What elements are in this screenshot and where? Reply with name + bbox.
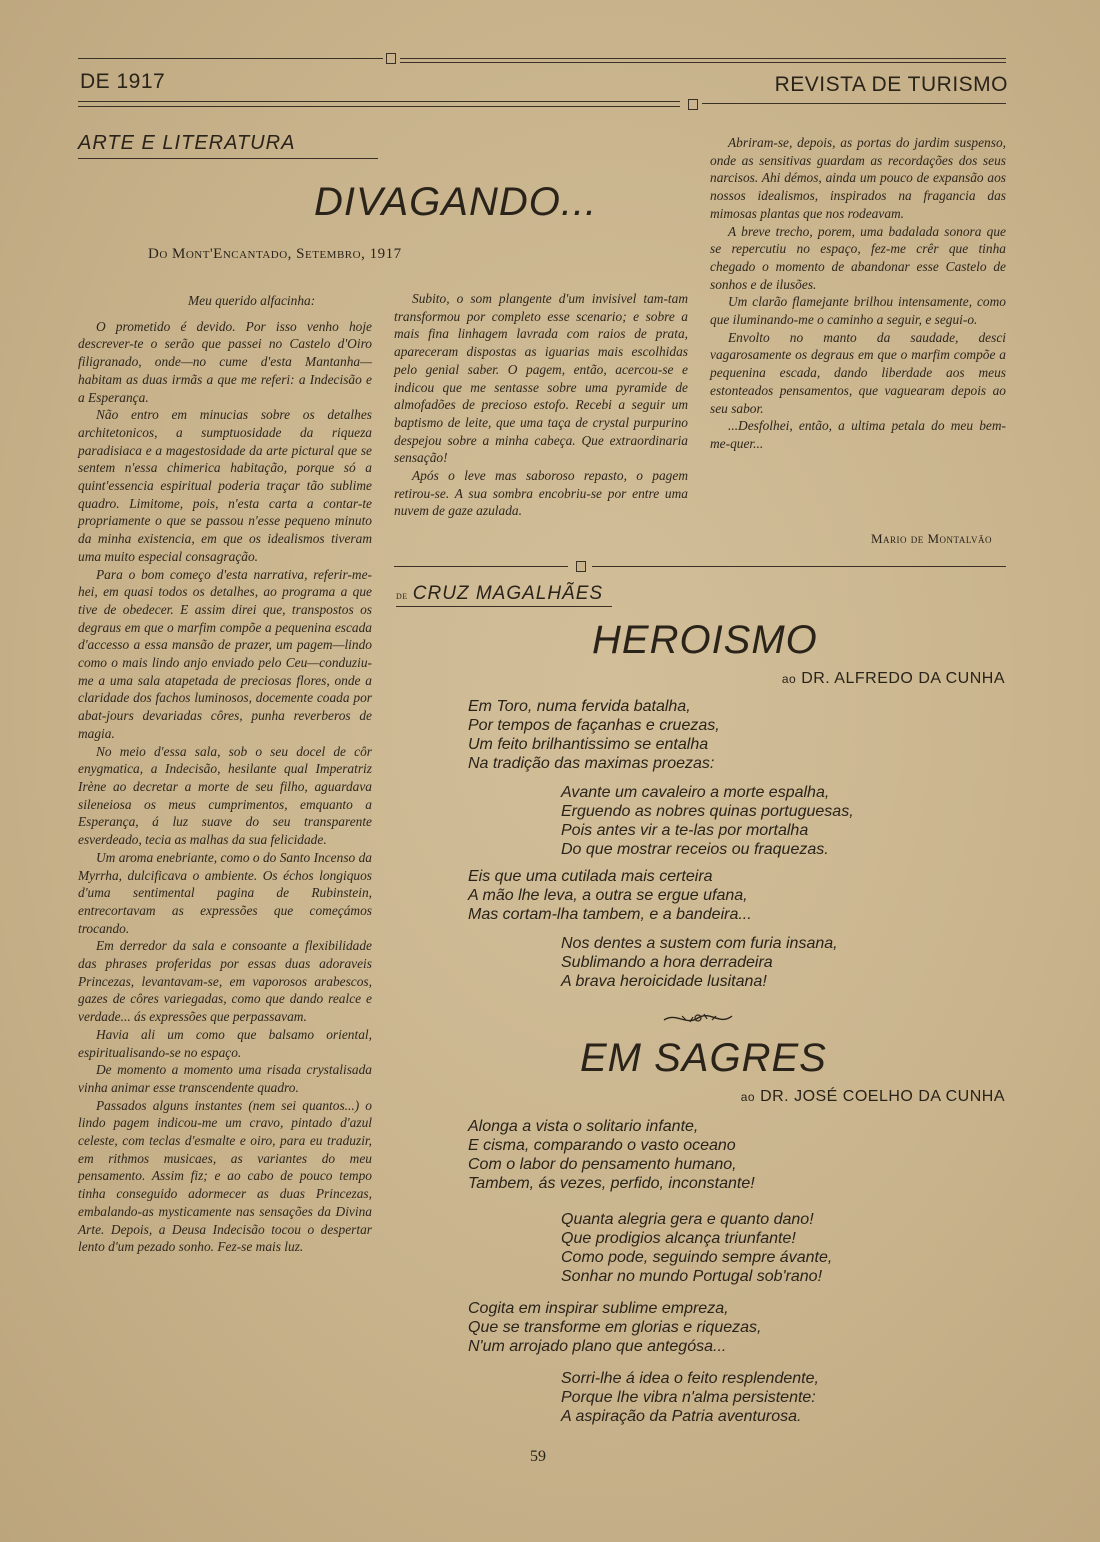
poem2-dedication: ao DR. JOSÉ COELHO DA CUNHA [740,1088,1005,1105]
verse-line: Tambem, ás vezes, perfido, inconstante! [468,1175,755,1192]
verse-line: Com o labor do pensamento humano, [468,1156,737,1173]
article-paragraph: A breve trecho, porem, uma badalada sonora que se repercutiu no espaço, fez-me crêr que tinha chegado o momento de abandonar esse Castelo de sonhos e de ilusões. [710,223,1006,292]
header-ornament-top [386,53,396,64]
verse-line: Alonga a vista o solitario infante, [468,1118,699,1135]
verse-line: Erguendo as nobres quinas portuguesas, [561,803,854,820]
article-title: DIVAGANDO... [314,180,598,224]
header-bottom-rule-left-2 [78,106,680,107]
header-bottom-rule-right [702,103,1006,104]
header-bottom-rule-left [78,101,680,102]
header-right: REVISTA DE TURISMO [774,73,1008,96]
verse-line: A aspiração da Patria aventurosa. [561,1408,802,1425]
poet-byline-rule [396,606,612,607]
verse-line: Mas cortam-lha tambem, e a bandeira... [468,906,752,923]
article-paragraph: Um clarão flamejante brilhou intensamente, como que iluminando-me o caminho a seguir, e segui-o. [710,294,1006,328]
verse-line: E cisma, comparando o vasto oceano [468,1137,736,1154]
poem1-stanza-4 [561,934,838,991]
poem1-stanza-1 [468,697,720,773]
poet-byline [396,583,603,605]
article-paragraph: O prometido é devido. Por isso venho hoje descrever-te o serão que passei no Castelo d'Oiro filigranado, onde—no cume d'esta Mantanha—habitam as duas irmãs a que me referi: a Indecisão e a Esperança. [78,318,372,405]
article-paragraph: Envolto no manto da saudade, desci vagarosamente os degraus em que o marfim compõe a pequenina escada, dando liberdade aos meus estonteados pensamentos, que vaguearam depois ao seu sabor. [710,329,1006,416]
article-dateline: Do Mont'Encantado, Setembro, 1917 [148,246,402,262]
poet-name: CRUZ MAGALHÃES [412,583,604,604]
verse-line: Que se transforme em glorias e riquezas, [468,1319,762,1336]
poem1-title: HEROISMO [592,618,818,662]
poem1-stanza-3 [468,867,752,924]
article-paragraph: Para o bom começo d'esta narrativa, referir-me-hei, em quasi todos os detalhes, ao programa a que tive de obedecer. E assim direi que, transpostos os degraus em que o marfim compõe a pequenina escada d'accesso a essa mansão de prazer, um pagem—lindo como o mais lindo anjo enviado pelo Ceu—conduziu-me a uma sala atapetada de preciosas flores, onde a claridade dos fachos luminosos, docemente coada por abat-jours devariadas côres, punha reverberos de magia. [78,566,372,741]
verse-line: Quanta alegria gera e quanto dano! [561,1211,814,1228]
poem1-dedication: ao DR. ALFREDO DA CUNHA [781,670,1005,687]
salutation: Meu querido alfacinha: [188,293,316,308]
verse-line: A mão lhe leva, a outra se ergue ufana, [468,887,748,904]
article-paragraph: Subito, o som plangente d'um invisivel tam-tam transformou por completo esse scenario; e sobre a mais fina linhagem lavrada com raios de prata, apareceram dispostas as iguarias mais escolhidas pelo genial saber. O pagem, então, acercou-se e indicou que me sentasse sobre uma pyramide de almofadões de precioso estofo. Recebi a seguir um baptismo de leite, que uma taça de crystal purpurino despejou sobre a minha cabeça. Que extraordinaria sensação! [394,291,688,466]
header-top-rule-left [78,58,383,59]
verse-line: Eis que uma cutilada mais certeira [468,868,713,885]
article-paragraph: Após o leve mas saboroso repasto, o pagem retirou-se. A sua sombra encobriu-se por entre uma nuvem de gaze azulada. [394,468,688,519]
verse-line: Sorri-lhe á idea o feito resplendente, [561,1370,819,1387]
article-paragraph: Havia ali um como que balsamo oriental, espiritualisando-se no espaço. [78,1026,372,1060]
article-paragraph: No meio d'essa sala, sob o seu docel de côr enygmatica, a Indecisão, hesilante qual Imperatriz Irène ao decretar a morte de seu filho, aguardava sileneiosa os meus cumprimentos, emquanto a Esperança, á luz suave do seu transparente esverdeado, tecia as malhas da sua felicidade. [78,743,372,848]
header-top-rule-right-2 [400,62,1006,63]
article-paragraph: ...Desfolhei, então, a ultima petala do meu bem-me-quer... [710,418,1006,451]
article-paragraph: Passados alguns instantes (nem sei quantos...) o lindo pagem indicou-me um cravo, pintado d'azul celeste, com teclas d'esmalte e oiro, para eu traduzir, em rithmos musicaes, as variantes do meu pensamento. Assim fiz; e ao cabo de pouco tempo tinha conseguido adormecer as duas Princezas, embalando-as mysticamente nas sensações da Divina Arte. Depois, a Deusa Indecisão tocou o despertar lento d'um pezado sonho. Fez-se mais luz. [78,1097,372,1255]
poems-separator-ornament [576,561,586,572]
verse-line: Que prodigios alcança triunfante! [561,1230,796,1247]
poem2-title: EM SAGRES [580,1036,827,1080]
verse-line: N'um arrojado plano que antegósa... [468,1338,727,1355]
verse-line: Sonhar no mundo Portugal sob'rano! [561,1268,823,1285]
verse-line: A brava heroicidade lusitana! [561,973,767,990]
verse-line: Em Toro, numa fervida batalha, [468,698,691,715]
verse-line: Avante um cavaleiro a morte espalha, [561,784,830,801]
article-paragraph: Em derredor da sala e consoante a flexibilidade das phrases proferidas por essas duas adoraveis Princezas, levantavam-se, em vaporosos arabescos, gazes de côres variegadas, como que dando realce e verdade... ás expressões que perpassavam. [78,938,372,1025]
header-ornament-bottom [688,99,698,110]
poem2-stanza-1 [468,1117,755,1193]
poem2-stanza-4 [561,1369,819,1426]
header-top-rule-right [400,58,1006,59]
article-column-1 [78,292,372,1256]
verse-line: Na tradição das maximas proezas: [468,755,715,772]
poem2-stanza-3 [468,1299,761,1356]
article-paragraph: De momento a momento uma risada crystalisada vinha animar esse transcendente quadro. [78,1062,372,1095]
verse-line: Um feito brilhantissimo se entalha [468,736,709,753]
poems-separator-left [394,566,568,567]
header-left: DE 1917 [80,70,166,93]
verse-line: Cogita em inspirar sublime empreza, [468,1300,729,1317]
verse-line: Do que mostrar receios ou fraquezas. [561,841,829,858]
vignette-ornament-icon [662,1008,734,1028]
article-paragraph: Um aroma enebriante, como o do Santo Incenso da Myrrha, dulcificava o ambiente. Os échos longiquos d'uma sentimental pagina de Rubinstein, entrecortavam as expressões que começámos trocando. [78,849,372,936]
article-column-2 [394,290,688,520]
poems-separator-right [592,566,1006,567]
article-paragraph: Não entro em minucias sobre os detalhes architetonicos, a sumptuosidade da riqueza paradisiaca e a magestosidade da arte pictural que se sentem n'essa chimerica habitação, porque só a quint'essencia espiritual poderia traçar tão sublime quadro. Limitome, pois, n'esta carta a contar-te propriamente o que se passou n'esse pequeno minuto da minha existencia, em que os idealismos tiveram uma muito especial consagração. [78,407,372,564]
article-signature: Mario de Montalvão [870,531,992,546]
verse-line: Nos dentes a sustem com furia insana, [561,935,838,952]
poem2-stanza-2 [561,1210,832,1286]
verse-line: Pois antes vir a te-las por mortalha [561,822,809,839]
article-column-3 [710,134,1006,453]
section-label: ARTE E LITERATURA [78,132,296,154]
verse-line: Porque lhe vibra n'alma persistente: [561,1389,816,1406]
verse-line: Sublimando a hora derradeira [561,954,773,971]
poem1-stanza-2 [561,783,854,859]
verse-line: Como pode, seguindo sempre ávante, [561,1249,833,1266]
poet-byline-prefix: de [396,588,408,602]
article-paragraph: Abriram-se, depois, as portas do jardim suspenso, onde as sensitivas guardam as recordações dos seus narcisos. Ahi démos, ainda um pouco de expansão aos nossos idealismos, inspirados na fragancia das mimosas plantas que nos rodeavam. [710,135,1006,221]
page-number: 59 [530,1448,546,1465]
section-label-rule [78,158,378,159]
verse-line: Por tempos de façanhas e cruezas, [468,717,720,734]
